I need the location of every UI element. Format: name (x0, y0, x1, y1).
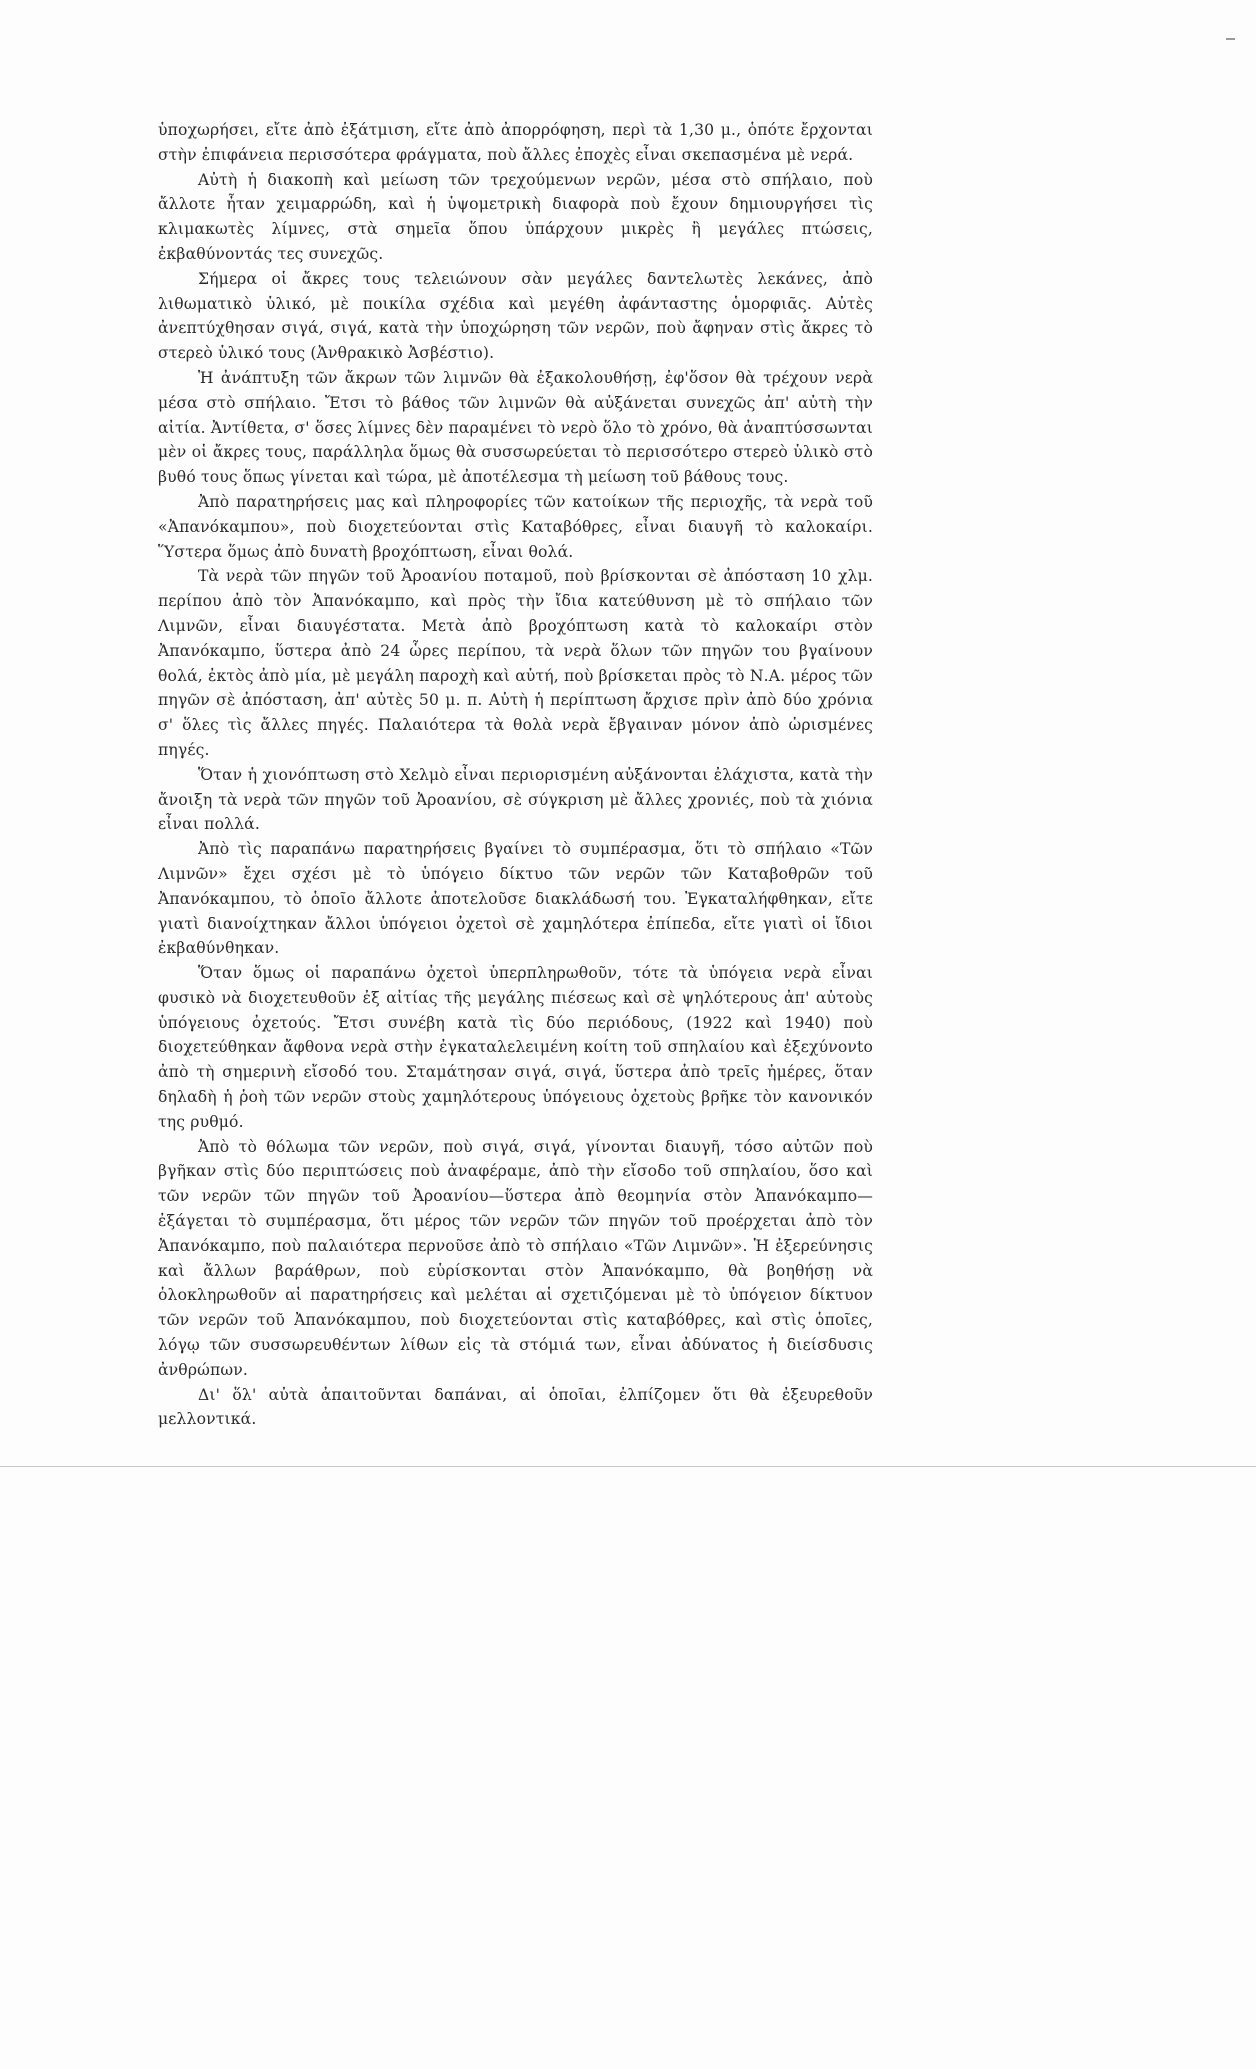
scan-corner-mark (1226, 38, 1235, 40)
paragraph: Αὐτὴ ἡ διακοπὴ καὶ μείωση τῶν τρεχούμενων νερῶν, μέσα στὸ σπήλαιο, ποὺ ἄλλοτε ἦταν χειμαρρώδη, καὶ ἡ ὑψομετρικὴ διαφορὰ ποὺ ἔχουν δημιουργήσει τὶς κλιμακωτὲς λίμνες, στὰ σημεῖα ὅπου ὑπάρχουν μικρὲς ἢ μεγάλες πτώσεις, ἐκβαθύνοντάς τες συνεχῶς. (158, 170, 873, 263)
paragraph: Τὰ νερὰ τῶν πηγῶν τοῦ Ἀροανίου ποταμοῦ, ποὺ βρίσκονται σὲ ἀπόσταση 10 χλμ. περίπου ἀπὸ τὸν Ἀπανόκαμπο, καὶ πρὸς τὴν ἴδια κατεύθυνση μὲ τὸ σπήλαιο τῶν Λιμνῶν, εἶναι διαυγέστατα. Μετὰ ἀπὸ βροχόπτωση κατὰ τὸ καλοκαίρι στὸν Ἀπανόκαμπο, ὕστερα ἀπὸ 24 ὧρες περίπου, τὰ νερὰ ὅλων τῶν πηγῶν του βγαίνουν θολά, ἐκτὸς ἀπὸ μία, μὲ μεγάλη παροχὴ καὶ αὐτή, ποὺ βρίσκεται πρὸς τὸ Ν.Α. μέρος τῶν πηγῶν σὲ ἀπόσταση, ἀπ' αὐτὲς 50 μ. π. Αὐτὴ ἡ περίπτωση ἄρχισε πρὶν ἀπὸ δύο χρόνια σ' ὅλες τὶς ἄλλες πηγές. Παλαιότερα τὰ θολὰ νερὰ ἔβγαιναν μόνον ἀπὸ ὡρισμένες πηγές. (158, 567, 873, 759)
paragraph: Ὅταν ἡ χιονόπτωση στὸ Χελμὸ εἶναι περιορισμένη αὐξάνονται ἐλάχιστα, κατὰ τὴν ἄνοιξη τὰ νερὰ τῶν πηγῶν τοῦ Ἀροανίου, σὲ σύγκριση μὲ ἄλλες χρονιές, ποὺ τὰ χιόνια εἶναι πολλά. (158, 765, 873, 834)
paragraph: Ἡ ἀνάπτυξη τῶν ἄκρων τῶν λιμνῶν θὰ ἐξακολουθήσῃ, ἐφ'ὅσον θὰ τρέχουν νερὰ μέσα στὸ σπήλαιο. Ἔτσι τὸ βάθος τῶν λιμνῶν θὰ αὐξάνεται συνεχῶς ἀπ' αὐτὴ τὴν αἰτία. Ἀντίθετα, σ' ὅσες λίμνες δὲν παραμένει τὸ νερὸ ὅλο τὸ χρόνο, θὰ ἀναπτύσσωνται μὲν οἱ ἄκρες τους, παράλληλα ὅμως θὰ συσσωρεύεται τὸ περισσότερο στερεὸ ὑλικὸ στὸ βυθό τους ὅπως γίνεται καὶ τώρα, μὲ ἀποτέλεσμα τὴ μείωση τοῦ βάθους τους. (158, 368, 873, 487)
paragraph: Σήμερα οἱ ἄκρες τους τελειώνουν σὰν μεγάλες δαντελωτὲς λεκάνες, ἀπὸ λιθωματικὸ ὑλικό, μὲ ποικίλα σχέδια καὶ μεγέθη ἀφάνταστης ὁμορφιᾶς. Αὐτὲς ἀνεπτύχθησαν σιγά, σιγά, κατὰ τὴν ὑποχώρηση τῶν νερῶν, ποὺ ἄφηναν στὶς ἄκρες τὸ στερεὸ ὑλικό τους (Ἀνθρακικὸ Ἀσβέστιο). (158, 269, 873, 363)
paragraph: Ἀπὸ τὶς παραπάνω παρατηρήσεις βγαίνει τὸ συμπέρασμα, ὅτι τὸ σπήλαιο «Τῶν Λιμνῶν» ἔχει σχέσι μὲ τὸ ὑπόγειο δίκτυο τῶν νερῶν τῶν Καταβοθρῶν τοῦ Ἀπανόκαμπου, τὸ ὁποῖο ἄλλοτε ἀποτελοῦσε διακλάδωσή του. Ἐγκαταλήφθηκαν, εἴτε γιατὶ διανοίχτηκαν ἄλλοι ὑπόγειοι ὀχετοὶ σὲ χαμηλότερα ἐπίπεδα, εἴτε γιατὶ οἱ ἴδιοι ἐκβαθύνθηκαν. (158, 840, 873, 958)
paragraph-continuation: ὑποχωρήσει, εἴτε ἀπὸ ἐξάτμιση, εἴτε ἀπὸ ἀπορρόφηση, περὶ τὰ 1,30 μ., ὁπότε ἔρχονται στὴν ἐπιφάνεια περισσότερα φράγματα, ποὺ ἄλλες ἐποχὲς εἶναι σκεπασμένα μὲ νερά. (158, 121, 873, 164)
document-text-column (158, 118, 873, 1432)
paragraph: Δι' ὅλ' αὐτὰ ἀπαιτοῦνται δαπάναι, αἱ ὁποῖαι, ἐλπίζομεν ὅτι θὰ ἐξευρεθοῦν μελλοντικά. (158, 1385, 873, 1429)
paragraph: Ὅταν ὅμως οἱ παραπάνω ὀχετοὶ ὑπερπληρωθοῦν, τότε τὰ ὑπόγεια νερὰ εἶναι φυσικὸ νὰ διοχετευθοῦν ἐξ αἰτίας τῆς μεγάλης πιέσεως καὶ σὲ ψηλότερους ἀπ' αὐτοὺς ὑπόγειους ὀχετούς. Ἔτσι συνέβη κατὰ τὶς δύο περιόδους, (1922 καὶ 1940) ποὺ διοχετεύθηκαν ἄφθονα νερὰ στὴν ἐγκαταλελειμένη κοίτη τοῦ σπηλαίου καὶ ἐξεχύνονto ἀπὸ τὴ σημερινὴ εἴσοδό του. Σταμάτησαν σιγά, σιγά, ὕστερα ἀπὸ τρεῖς ἡμέρες, ὅταν δηλαδὴ ἡ ῥοὴ τῶν νερῶν στοὺς χαμηλότερους ὑπόγειους ὀχετοὺς βρῆκε τὸν κανονικόν της ρυθμό. (158, 964, 873, 1131)
page-divider (0, 1466, 1256, 1467)
paragraph: Ἀπὸ παρατηρήσεις μας καὶ πληροφορίες τῶν κατοίκων τῆς περιοχῆς, τὰ νερὰ τοῦ «Ἀπανόκαμπου», ποὺ διοχετεύονται στὶς Καταβόθρες, εἶναι διαυγῆ τὸ καλοκαίρι. Ὕστερα ὅμως ἀπὸ δυνατὴ βροχόπτωση, εἶναι θολά. (158, 492, 873, 561)
paragraph: Ἀπὸ τὸ θόλωμα τῶν νερῶν, ποὺ σιγά, σιγά, γίνονται διαυγῆ, τόσο αὐτῶν ποὺ βγῆκαν στὶς δύο περιπτώσεις ποὺ ἀναφέραμε, ἀπὸ τὴν εἴσοδο τοῦ σπηλαίου, ὅσο καὶ τῶν νερῶν τῶν πηγῶν τοῦ Ἀροανίου—ὕστερα ἀπὸ θεομηνία στὸν Ἀπανόκαμπο—ἐξάγεται τὸ συμπέρασμα, ὅτι μέρος τῶν νερῶν τῶν πηγῶν τοῦ προέρχεται ἀπὸ τὸν Ἀπανόκαμπο, ποὺ παλαιότερα περνοῦσε ἀπὸ τὸ σπήλαιο «Τῶν Λιμνῶν». Ἡ ἐξερεύνησις καὶ ἄλλων βαράθρων, ποὺ εὑρίσκονται στὸν Ἀπανόκαμπο, θὰ βοηθήσῃ νὰ ὁλοκληρωθοῦν αἱ παρατηρήσεις καὶ μελέται αἱ σχετιζόμεναι μὲ τὸ ὑπόγειον δίκτυον τῶν νερῶν τοῦ Ἀπανόκαμπου, ποὺ διοχετεύονται στὶς καταβόθρες, καὶ στὶς ὁποῖες, λόγῳ τῶν συσσωρευθέντων λίθων εἰς τὰ στόμιά των, εἶναι ἀδύνατος ἡ διείσδυσις ἀνθρώπων. (158, 1137, 873, 1379)
